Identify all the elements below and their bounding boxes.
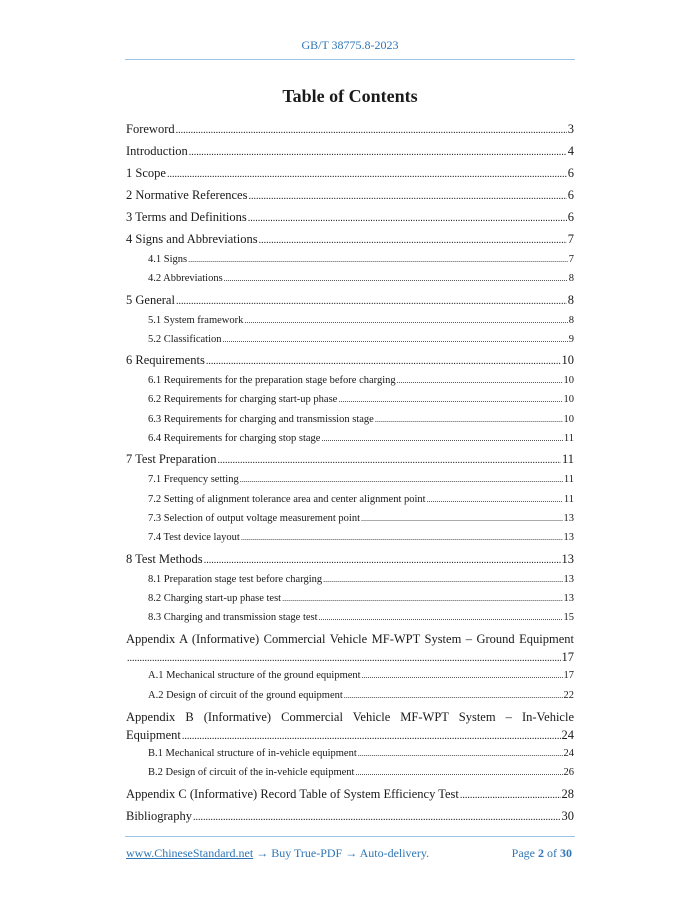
toc-entry-appendix-c[interactable]: Appendix C (Informative) Record Table of System Efficiency Test ..... 28	[126, 783, 574, 805]
toc-entry-introduction[interactable]: Introduction ..... 4	[126, 140, 574, 162]
toc-entry-appendix-a[interactable]	[126, 627, 574, 666]
toc-subentry-req-preparation[interactable]: 6.1 Requirements for the preparation stage before charging ..... 10	[126, 371, 574, 390]
page-footer	[126, 846, 574, 861]
appendix-a-title: Appendix A (Informative) Commercial Vehicle MF-WPT System – Ground Equipment	[126, 632, 574, 647]
toc-subentry-req-startup[interactable]: 6.2 Requirements for charging start-up phase ..... 10	[126, 390, 574, 409]
toc-subentry-req-transmission[interactable]: 6.3 Requirements for charging and transmission stage ..... 10	[126, 410, 574, 429]
current-page: 2	[538, 846, 544, 860]
header-divider	[125, 59, 575, 60]
toc-subentry-frequency-setting[interactable]: 7.1 Frequency setting ..... 11	[126, 470, 574, 489]
toc-entry-signs-abbreviations[interactable]: 4 Signs and Abbreviations ..... 7	[126, 228, 574, 250]
toc-subentry-preparation-test[interactable]: 8.1 Preparation stage test before charging ..... 13	[126, 570, 574, 589]
table-of-contents	[126, 118, 574, 827]
appendix-a-page-line: ..... 17	[126, 648, 574, 666]
toc-subentry-classification[interactable]: 5.2 Classification ..... 9	[126, 330, 574, 349]
toc-subentry-transmission-test[interactable]: 8.3 Charging and transmission stage test ..... 15	[126, 608, 574, 627]
toc-entry-test-methods[interactable]: 8 Test Methods ..... 13	[126, 548, 574, 570]
toc-entry-scope[interactable]: 1 Scope ..... 6	[126, 162, 574, 184]
toc-subentry-system-framework[interactable]: 5.1 System framework ..... 8	[126, 311, 574, 330]
toc-entry-foreword[interactable]: Foreword ..... 3	[126, 118, 574, 140]
toc-subentry-ground-mechanical[interactable]: A.1 Mechanical structure of the ground equipment ..... 17	[126, 666, 574, 685]
total-pages: 30	[560, 846, 572, 860]
toc-entry-terms-definitions[interactable]: 3 Terms and Definitions ..... 6	[126, 206, 574, 228]
footer-divider	[125, 836, 575, 837]
page-title: Table of Contents	[282, 86, 418, 106]
toc-subentry-req-stop[interactable]: 6.4 Requirements for charging stop stage ..... 11	[126, 429, 574, 448]
website-link[interactable]: www.ChineseStandard.net	[126, 846, 254, 860]
toc-subentry-output-voltage-point[interactable]: 7.3 Selection of output voltage measurement point ..... 13	[126, 509, 574, 528]
toc-subentry-abbreviations[interactable]: 4.2 Abbreviations ..... 8	[126, 269, 574, 288]
toc-entry-appendix-b[interactable]	[126, 705, 574, 744]
promo-text: → Buy True-PDF → Auto-delivery.	[253, 846, 430, 860]
toc-entry-bibliography[interactable]: Bibliography ..... 30	[126, 805, 574, 827]
toc-subentry-vehicle-mechanical[interactable]: B.1 Mechanical structure of in-vehicle equipment ..... 24	[126, 744, 574, 763]
page-indicator: Page 2 of 30	[511, 846, 572, 860]
document-code-header: GB/T 38775.8-2023	[301, 38, 399, 52]
appendix-b-page-line: Equipment ..... 24	[126, 726, 574, 744]
toc-subentry-test-device-layout[interactable]: 7.4 Test device layout ..... 13	[126, 528, 574, 547]
toc-entry-requirements[interactable]: 6 Requirements ..... 10	[126, 349, 574, 371]
toc-subentry-ground-circuit[interactable]: A.2 Design of circuit of the ground equipment ..... 22	[126, 686, 574, 705]
toc-subentry-vehicle-circuit[interactable]: B.2 Design of circuit of the in-vehicle equipment ..... 26	[126, 763, 574, 782]
toc-subentry-alignment-tolerance[interactable]: 7.2 Setting of alignment tolerance area and center alignment point ..... 11	[126, 490, 574, 509]
appendix-b-title: Appendix B (Informative) Commercial Vehicle MF-WPT System – In-Vehicle	[126, 710, 574, 725]
toc-entry-test-preparation[interactable]: 7 Test Preparation ..... 11	[126, 448, 574, 470]
toc-subentry-startup-test[interactable]: 8.2 Charging start-up phase test ..... 13	[126, 589, 574, 608]
toc-entry-normative-references[interactable]: 2 Normative References ..... 6	[126, 184, 574, 206]
toc-subentry-signs[interactable]: 4.1 Signs ..... 7	[126, 250, 574, 269]
toc-entry-general[interactable]: 5 General ..... 8	[126, 289, 574, 311]
